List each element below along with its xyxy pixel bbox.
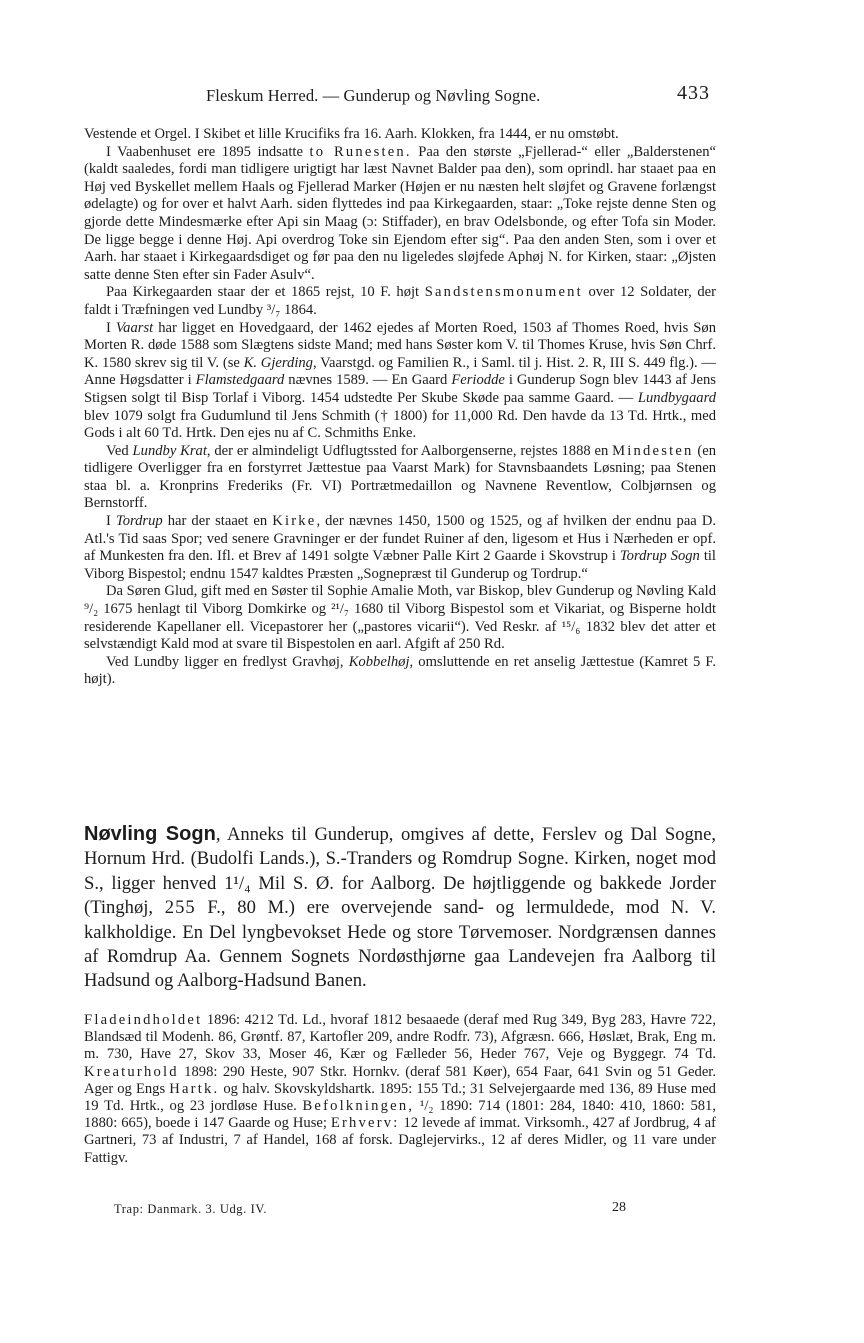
paragraph-runestones: I Vaabenhuset ere 1895 indsatte to Runesten. Paa den største „Fjellerad-“ eller „Balderstenen“ (kaldt saaledes, fordi man tidligere urigtigt har læst Navnet Balder paa den), som oprindl. har staaet paa en Høj ved Byskellet mellem Haals og Fjellerad Marker (Højen er nu næsten helt sløjfet og Gravene forlængst ødelagte) og for over et halvt Aarh. siden flyttedes ind paa Kirkegaarden, staar: „Toke rejste denne Sten og gjorde dette Mindesmærke efter Api sin Maag (ɔ: Stiffader), en brav Odelsbonde, og efter Tofa sin Moder. De ligge begge i denne Høj. Api overdrog Toke sin Ejendom efter sig“. Paa den anden Sten, som i over et Aarh. har staaet i Kirkegaardsdiget og før paa den nu ligeledes sløjfede Aphøj N. for Kirken, staar: „Øjsten satte denne Sten efter sin Fader Asulv“. (84, 143, 716, 283)
paragraph-vaarst: I Vaarst har ligget en Hovedgaard, der 1462 ejedes af Morten Roed, 1503 af Thomes Roed, hvis Søn Morten R. døde 1588 som Slægtens sidste Mand; med hans Søster kom V. til Thomes Kruse, hvis Søn Chrf. K. 1580 skrev sig til V. (se K. Gjerding, Vaarstgd. og Familien R., i Saml. til j. Hist. 2. R, III S. 449 flg.). — Anne Høgsdatter i Flamstedgaard nævnes 1589. — En Gaard Feriodde i Gunderup Sogn blev 1443 af Jens Stigsen solgt til Bisp Torlaf i Viborg. 1454 udstedte Per Skube Skøde paa samme Gaard. — Lundbygaard blev 1079 solgt fra Gudumlund til Jens Schmith († 1800) for 11,000 Rd. Den havde da 13 Td. Hrtk., med Gods i alt 60 Td. Hrtk. Den ejes nu af C. Schmiths Enke. (84, 319, 716, 442)
printer-signature: Trap: Danmark. 3. Udg. IV. (114, 1202, 268, 1216)
paragraph-organ: Vestende et Orgel. I Skibet et lille Krucifiks fra 16. Aarh. Klokken, fra 1444, er nu omstøbt. (84, 126, 619, 142)
gunderup-text-block (84, 126, 716, 689)
statistics-paragraph: Fladeindholdet 1896: 4212 Td. Ld., hvoraf 1812 besaaede (deraf med Rug 349, Byg 283, Havre 722, Blandsæd til Modenh. 86, Grøntf. 87, Kartofler 209, andre Rodfr. 73), Afgræsn. 666, Høslæt, Brak, Eng m. m. 730, Have 27, Skov 33, Moser 46, Kær og Fælleder 56, Heder 767, Veje og Byggegr. 74 Td. Kreaturhold 1898: 290 Heste, 907 Stkr. Hornkv. (deraf 581 Køer), 654 Faar, 641 Svin og 51 Geder. Ager og Engs Hartk. og halv. Skovskyldshartk. 1895: 155 Td.; 31 Selvejergaarde med 136, 89 Huse med 19 Td. Hrtk., og 23 jordløse Huse. Befolkningen, ¹/₂ 1890: 714 (1801: 284, 1840: 410, 1860: 581, 1880: 665), boede i 147 Gaarde og Huse; Erhverv: 12 levede af immat. Virksomh., 427 af Jordbrug, 4 af Gartneri, 73 af Industri, 7 af Handel, 168 af forsk. Daglejervirks., 12 af deres Midler, og 11 vare under Fattigv. (84, 1012, 717, 1166)
statistics-block (84, 1012, 716, 1167)
paragraph-gravhoj: Ved Lundby ligger en fredlyst Gravhøj, Kobbelhøj, omsluttende en ret anselig Jættestue (Kamret 5 F. højt). (84, 653, 716, 688)
paragraph-kald: Da Søren Glud, gift med en Søster til Sophie Amalie Moth, var Biskop, blev Gunderup og Nøvling Kald ⁹/₂ 1675 henlagt til Viborg Domkirke og ²¹/₇ 1680 til Viborg Bispestol som et Vikariat, og Bisperne holdt residerende Kapellaner ell. Vicepastorer her („pastores vicarii“). Ved Reskr. af ¹⁵/₆ 1832 blev det atter et selvstændigt Kald mod at svare til Bispestolen en aarl. Afgift af 250 Rd. (84, 583, 716, 653)
section-heading: Nøvling Sogn (84, 823, 216, 845)
paragraph-lundby-krat: Ved Lundby Krat, der er almindeligt Udflugtssted for Aalborgenserne, rejstes 1888 en Mindesten (en tidligere Overligger fra en forstyrret Jættestue paa Vaarst Mark) for Stavnsbaandets Løsning; paa Stenen staa bl. a. Kronprins Frederiks (Fr. VI) Portrætmedaillon og Navnene Reventlow, Colbjørnsen og Bernstorff. (84, 442, 716, 512)
paragraph-monument: Paa Kirkegaarden staar der et 1865 rejst, 10 F. højt Sandstensmonument over 12 Soldater, der faldt i Træfningen ved Lundby ³/₇ 1864. (84, 284, 716, 318)
sheet-number: 28 (612, 1200, 626, 1215)
page-footer (84, 1200, 716, 1222)
running-header (84, 82, 716, 112)
section-paragraph: Nøvling Sogn, Anneks til Gunderup, omgives af dette, Ferslev og Dal Sogne, Hornum Hrd. (Budolfi Lands.), S.-Tranders og Romdrup Sogne. Kirken, noget mod S., ligger henved 1¹/₄ Mil S. Ø. for Aalborg. De højtliggende og bakkede Jorder (Tinghøj, 255 F., 80 M.) ere overvejende sand- og lermuldede, mod N. V. kalkholdige. En Del lyngbevokset Hede og store Tørvemoser. Nordgrænsen dannes af Romdrup Aa. Gennem Sognets Nordøsthjørne gaa Landevejen fra Aalborg til Hadsund og Aalborg-Hadsund Banen. (84, 823, 716, 992)
running-title: Fleskum Herred. — Gunderup og Nøvling Sogne. (206, 86, 541, 105)
page-number: 433 (677, 82, 710, 104)
paragraph-tordrup: I Tordrup har der staaet en Kirke, der nævnes 1450, 1500 og 1525, og af hvilken der endnu paa D. Atl.'s Tid saas Spor; ved senere Gravninger er der fundet Ruiner af den, ligesom et Hus i Nærheden er opf. af Munkesten fra den. Ifl. et Brev af 1491 solgte Væbner Palle Kirt 2 Gaarde i Skovstrup i Tordrup Sogn til Viborg Bispestol; endnu 1547 kaldtes Præsten „Sognepræst til Gunderup og Tordrup.“ (84, 513, 717, 582)
novling-section (84, 822, 716, 994)
